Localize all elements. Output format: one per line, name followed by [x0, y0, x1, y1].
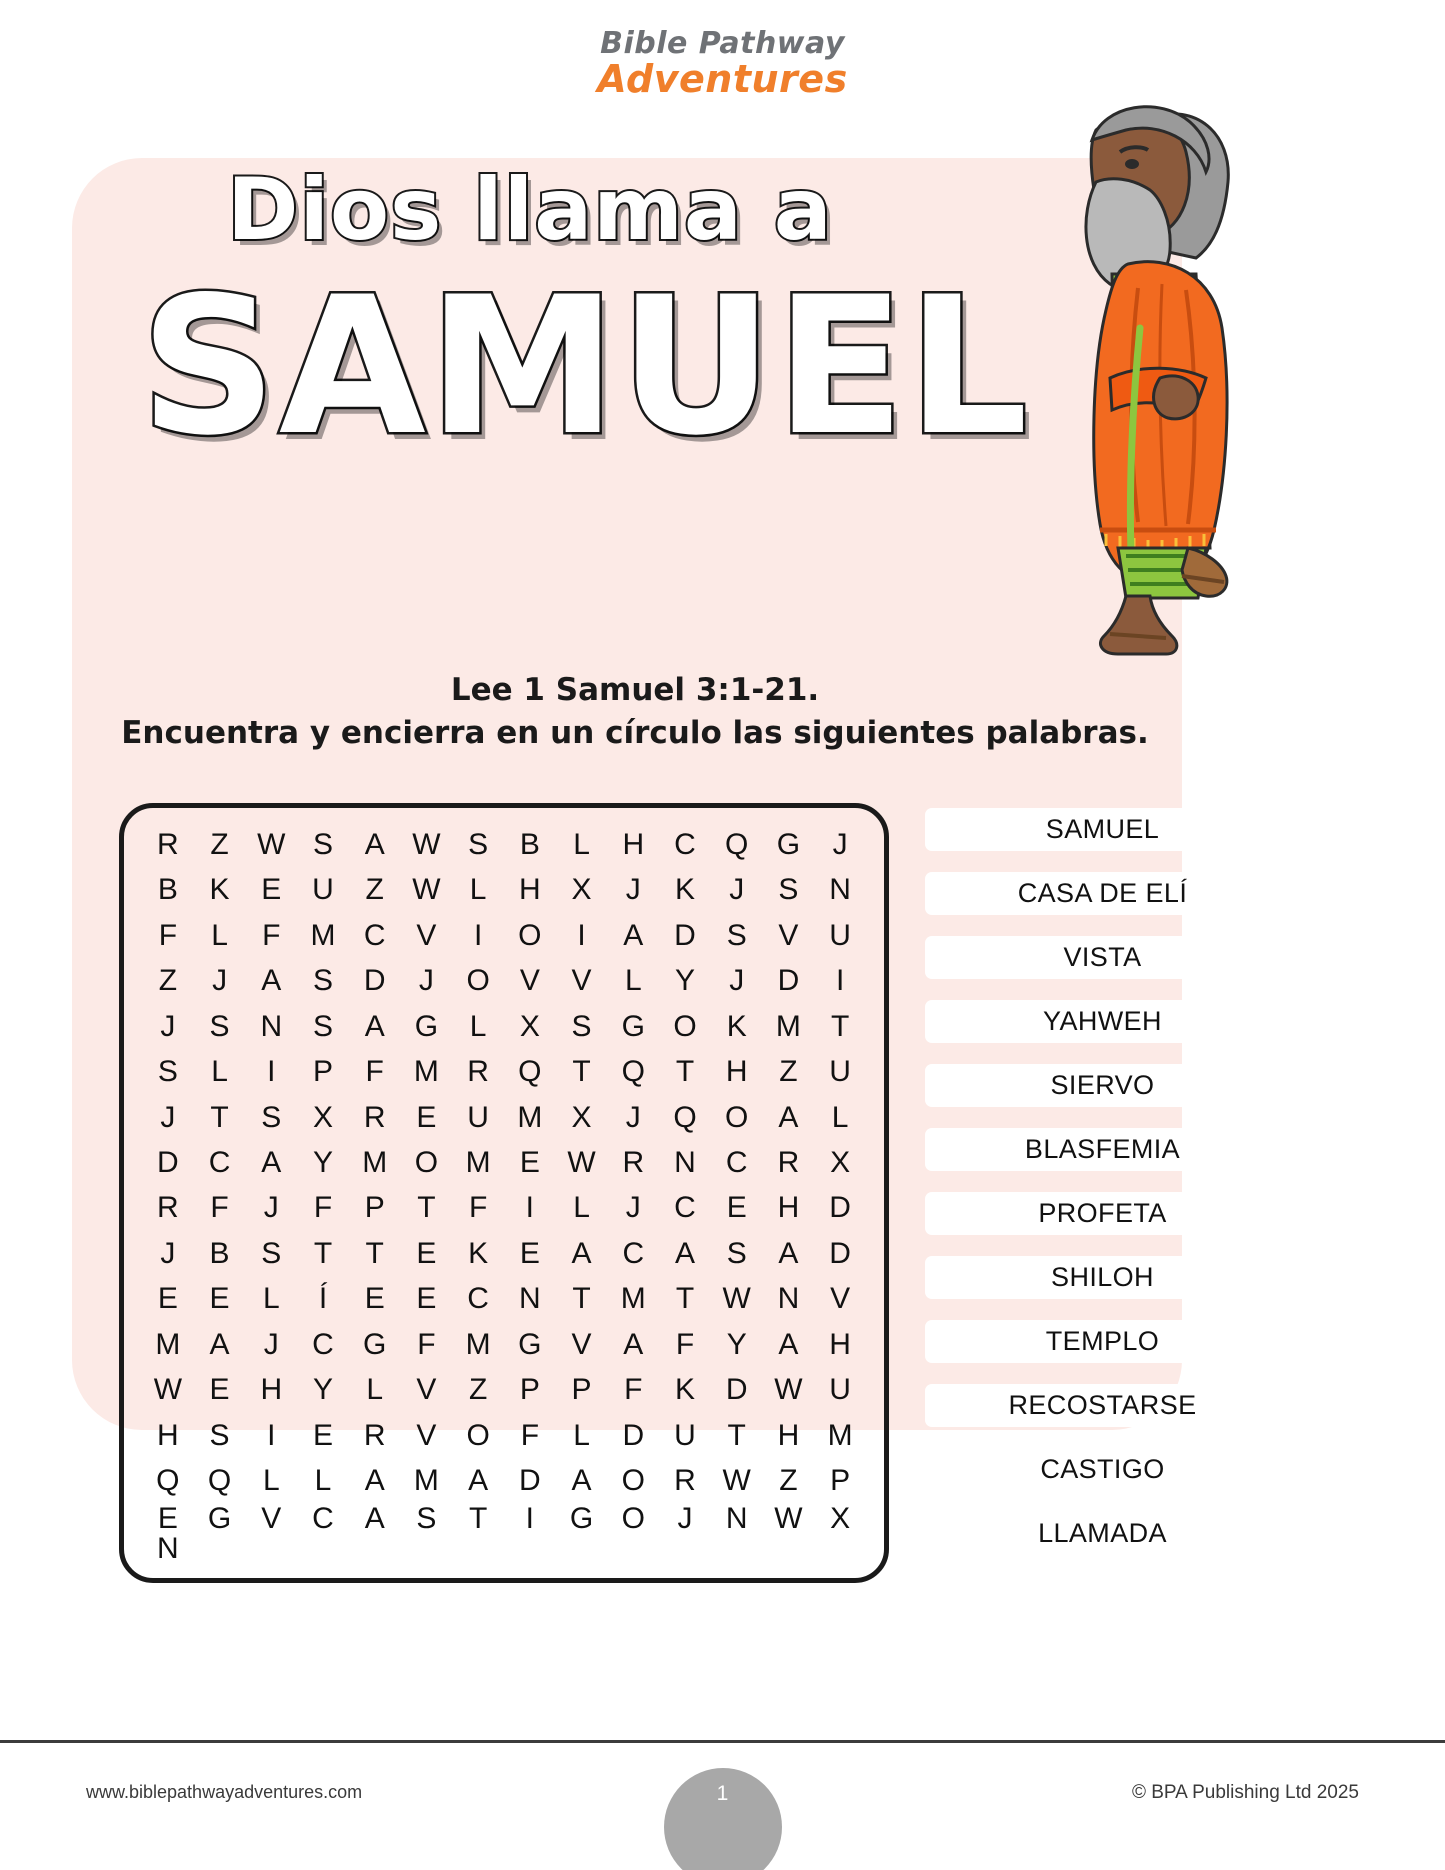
grid-cell[interactable]: M [413, 1055, 439, 1089]
grid-cell[interactable]: J [160, 1100, 176, 1134]
grid-cell[interactable]: A [468, 1464, 489, 1498]
grid-cell[interactable]: R [467, 1055, 489, 1089]
grid-cell[interactable]: K [674, 873, 695, 907]
grid-cell[interactable]: A [571, 1464, 592, 1498]
grid-cell[interactable]: N [519, 1282, 541, 1316]
grid-cell[interactable]: B [157, 873, 178, 907]
grid-cell[interactable]: N [260, 1009, 283, 1043]
grid-cell[interactable]: Z [468, 1373, 488, 1407]
grid-cell[interactable]: L [211, 1055, 228, 1089]
grid-cell[interactable]: X [830, 1502, 851, 1535]
grid-cell[interactable]: R [363, 1100, 386, 1134]
grid-cell[interactable]: Y [674, 964, 695, 998]
grid-cell[interactable]: S [209, 1418, 230, 1452]
grid-cell[interactable]: L [573, 1418, 590, 1452]
grid-cell[interactable]: Q [156, 1464, 180, 1498]
brand-logo-line2: Adventures [597, 57, 848, 101]
grid-cell[interactable]: V [416, 1418, 437, 1452]
grid-cell[interactable]: D [829, 1191, 851, 1225]
grid-cell[interactable]: D [777, 964, 800, 998]
page-number: 1 [664, 1768, 782, 1870]
grid-cell[interactable]: E [519, 1236, 540, 1270]
grid-cell[interactable]: A [261, 1145, 282, 1179]
grid-cell[interactable]: A [623, 918, 644, 952]
grid-cell[interactable]: N [777, 1282, 800, 1316]
grid-cell[interactable]: A [261, 964, 282, 998]
grid-cell[interactable]: A [364, 1502, 385, 1535]
grid-cell[interactable]: C [725, 1145, 748, 1179]
grid-cell[interactable]: G [518, 1327, 542, 1361]
grid-cell[interactable]: Z [779, 1464, 798, 1498]
grid-cell[interactable]: N [725, 1502, 748, 1535]
grid-cell[interactable]: I [473, 918, 483, 952]
grid-cell[interactable]: F [210, 1191, 229, 1225]
grid-cell[interactable]: Q [725, 827, 749, 861]
grid-cell[interactable]: H [622, 827, 645, 861]
grid-cell[interactable]: B [519, 827, 540, 861]
grid-cell[interactable]: V [571, 964, 592, 998]
instructions-line2: Encuentra y encierra en un círculo las siguientes palabras. [121, 715, 1149, 751]
grid-cell[interactable]: E [209, 1282, 230, 1316]
grid-cell[interactable]: S [209, 1009, 230, 1043]
grid-cell[interactable]: I [267, 1418, 276, 1452]
grid-cell[interactable]: M [517, 1100, 543, 1134]
grid-cell[interactable]: F [313, 1191, 333, 1225]
grid-cell[interactable]: T [313, 1236, 333, 1270]
grid-cell[interactable]: D [157, 1145, 179, 1179]
grid-cell[interactable]: J [263, 1191, 279, 1225]
grid-cell[interactable]: V [830, 1282, 851, 1316]
grid-cell[interactable]: D [363, 964, 386, 998]
grid-cell[interactable]: L [262, 1282, 280, 1316]
grid-cell[interactable]: M [620, 1282, 646, 1316]
grid-cell[interactable]: T [365, 1236, 384, 1270]
grid-cell[interactable]: Y [726, 1327, 747, 1361]
grid-cell[interactable]: S [726, 918, 747, 952]
grid-cell[interactable]: J [263, 1327, 279, 1361]
grid-cell[interactable]: D [622, 1418, 645, 1452]
grid-cell[interactable]: X [571, 1100, 592, 1134]
grid-cell[interactable]: E [416, 1236, 437, 1270]
instructions-line1: Lee 1 Samuel 3:1-21. [450, 672, 820, 708]
grid-cell[interactable]: W [412, 827, 441, 861]
grid-cell[interactable]: Y [312, 1145, 333, 1179]
grid-cell[interactable]: A [778, 1327, 799, 1361]
grid-cell[interactable]: M [775, 1009, 801, 1043]
samuel-illustration [1000, 78, 1260, 678]
grid-cell[interactable]: S [157, 1055, 178, 1089]
grid-cell[interactable]: C [208, 1145, 231, 1179]
grid-cell[interactable]: W [153, 1373, 183, 1407]
grid-cell[interactable]: S [468, 827, 489, 861]
grid-cell[interactable]: H [777, 1418, 800, 1452]
grid-cell[interactable]: S [261, 1100, 282, 1134]
word-list-item[interactable]: BLASFEMIA [925, 1128, 1280, 1171]
grid-cell[interactable]: C [622, 1236, 645, 1270]
grid-cell[interactable]: D [725, 1373, 748, 1407]
grid-cell[interactable]: A [364, 1464, 385, 1498]
grid-cell[interactable]: V [778, 918, 799, 952]
grid-cell[interactable]: L [314, 1464, 332, 1498]
grid-cell[interactable]: T [572, 1282, 591, 1316]
grid-cell[interactable]: J [625, 873, 641, 907]
word-list-item[interactable]: TEMPLO [925, 1320, 1280, 1363]
grid-cell[interactable]: D [674, 918, 696, 952]
grid-cell[interactable]: F [675, 1327, 695, 1361]
grid-cell[interactable]: H [519, 873, 541, 907]
grid-cell[interactable]: U [674, 1418, 696, 1452]
grid-cell[interactable]: U [312, 873, 334, 907]
grid-cell[interactable]: Q [621, 1055, 645, 1089]
grid-cell[interactable]: I [577, 918, 586, 952]
grid-cell[interactable]: Y [312, 1373, 333, 1407]
grid-cell[interactable]: C [467, 1282, 489, 1316]
grid-cell[interactable]: W [257, 827, 286, 861]
grid-cell[interactable]: S [778, 873, 799, 907]
grid-cell[interactable]: E [416, 1100, 437, 1134]
grid-cell[interactable]: A [364, 827, 385, 861]
grid-cell[interactable]: J [677, 1502, 693, 1535]
grid-cell[interactable]: O [621, 1464, 645, 1498]
grid-cell[interactable]: M [827, 1418, 853, 1452]
grid-cell[interactable]: K [209, 873, 230, 907]
instructions [120, 672, 1150, 751]
grid-cell[interactable]: G [414, 1009, 439, 1043]
grid-cell[interactable]: I [525, 1502, 535, 1535]
grid-cell[interactable]: Q [673, 1100, 697, 1134]
grid-cell[interactable]: U [829, 1055, 851, 1089]
grid-cell[interactable]: K [468, 1236, 489, 1270]
grid-cell[interactable]: J [832, 827, 848, 861]
grid-cell[interactable]: V [416, 1373, 437, 1407]
grid-cell[interactable]: Q [207, 1464, 232, 1498]
grid-cell[interactable]: Z [158, 964, 178, 998]
grid-cell[interactable]: S [312, 1009, 333, 1043]
grid-cell[interactable]: T [727, 1418, 746, 1452]
grid-cell[interactable]: J [625, 1100, 641, 1134]
grid-cell[interactable]: Z [365, 873, 384, 907]
grid-cell[interactable]: X [571, 873, 592, 907]
grid-cell[interactable]: F [624, 1373, 643, 1407]
grid-cell[interactable]: E [157, 1282, 178, 1316]
grid-cell[interactable]: H [829, 1327, 851, 1361]
grid-cell[interactable]: R [622, 1145, 645, 1179]
grid-cell[interactable]: S [416, 1502, 437, 1535]
grid-cell[interactable]: F [365, 1055, 384, 1089]
grid-cell[interactable]: D [829, 1236, 851, 1270]
grid-cell[interactable]: V [519, 964, 540, 998]
grid-cell[interactable]: E [416, 1282, 437, 1316]
grid-cell[interactable]: P [519, 1373, 540, 1407]
grid-cell[interactable]: O [673, 1009, 697, 1043]
grid-cell[interactable]: I [835, 964, 845, 998]
grid-cell[interactable]: E [364, 1282, 385, 1316]
grid-cell[interactable]: L [624, 964, 642, 998]
grid-cell[interactable]: G [207, 1502, 232, 1535]
grid-cell[interactable]: G [363, 1327, 387, 1361]
grid-cell[interactable]: V [261, 1502, 282, 1535]
grid-cell[interactable]: M [465, 1145, 491, 1179]
grid-cell[interactable]: O [466, 1418, 490, 1452]
grid-cell[interactable]: L [831, 1100, 849, 1134]
grid-cell[interactable]: O [518, 918, 542, 952]
brand-logo-line1: Bible Pathway [600, 26, 845, 61]
grid-cell[interactable]: C [674, 827, 696, 861]
grid-cell[interactable]: H [725, 1055, 748, 1089]
word-search-grid[interactable] [119, 803, 889, 1583]
grid-cell[interactable]: L [262, 1464, 280, 1498]
grid-cell[interactable]: D [519, 1464, 541, 1498]
grid-cell[interactable]: E [157, 1502, 178, 1535]
grid-cell[interactable]: S [312, 827, 333, 861]
grid-cell[interactable]: W [722, 1282, 751, 1316]
grid-cell[interactable]: J [729, 873, 745, 907]
grid-cell[interactable]: R [363, 1418, 386, 1452]
grid-cell[interactable]: R [674, 1464, 696, 1498]
grid-cell[interactable]: G [776, 827, 801, 861]
grid-cell[interactable]: L [211, 918, 228, 952]
grid-cell[interactable]: C [312, 1502, 334, 1535]
word-list-item[interactable]: SIERVO [925, 1064, 1280, 1107]
grid-cell[interactable]: W [567, 1145, 596, 1179]
grid-cell[interactable]: O [621, 1502, 645, 1535]
grid-cell[interactable]: L [573, 1191, 590, 1225]
grid-cell[interactable]: F [468, 1191, 488, 1225]
grid-cell[interactable]: J [625, 1191, 641, 1225]
grid-cell[interactable]: T [830, 1009, 850, 1043]
grid-cell[interactable]: C [312, 1327, 334, 1361]
word-list-item[interactable]: RECOSTARSE [925, 1384, 1280, 1427]
grid-cell[interactable]: L [469, 873, 487, 907]
word-list-item[interactable]: CASA DE ELÍ [925, 872, 1280, 915]
grid-cell[interactable]: E [209, 1373, 230, 1407]
grid-cell[interactable]: H [260, 1373, 283, 1407]
grid-cell[interactable]: I [267, 1055, 276, 1089]
grid-cell[interactable]: N [674, 1145, 696, 1179]
grid-cell[interactable]: P [571, 1373, 592, 1407]
grid-cell[interactable]: L [469, 1009, 487, 1043]
grid-letters [124, 808, 884, 1578]
grid-cell[interactable]: C [363, 918, 386, 952]
grid-cell[interactable]: Z [210, 827, 229, 861]
grid-cell[interactable]: G [569, 1502, 594, 1535]
grid-cell[interactable]: C [674, 1191, 696, 1225]
grid-cell[interactable]: P [364, 1191, 385, 1225]
grid-cell[interactable]: O [466, 964, 490, 998]
grid-cell[interactable]: F [158, 918, 178, 952]
grid-cell[interactable]: N [157, 1532, 179, 1565]
grid-cell[interactable]: R [777, 1145, 800, 1179]
grid-cell[interactable]: W [722, 1464, 751, 1498]
grid-cell[interactable]: L [366, 1373, 384, 1407]
grid-cell[interactable]: M [362, 1145, 388, 1179]
word-list-item[interactable]: SAMUEL [925, 808, 1280, 851]
grid-cell[interactable]: O [414, 1145, 439, 1179]
grid-cell[interactable]: V [571, 1327, 592, 1361]
word-list-item[interactable]: PROFETA [925, 1192, 1280, 1235]
grid-cell[interactable]: A [571, 1236, 592, 1270]
grid-cell[interactable]: R [157, 827, 179, 861]
grid-cell[interactable]: W [774, 1502, 803, 1535]
grid-cell[interactable]: Z [779, 1055, 798, 1089]
grid-cell[interactable]: M [310, 918, 336, 952]
grid-cell[interactable]: A [778, 1100, 799, 1134]
grid-cell[interactable]: U [829, 1373, 851, 1407]
grid-cell[interactable]: T [468, 1502, 488, 1535]
word-list-item[interactable]: LLAMADA [925, 1512, 1280, 1555]
footer-copyright: © BPA Publishing Ltd 2025 [1131, 1782, 1359, 1803]
grid-cell[interactable]: F [262, 918, 281, 952]
grid-cell[interactable]: H [777, 1191, 800, 1225]
grid-cell[interactable]: U [467, 1100, 489, 1134]
grid-cell[interactable]: A [364, 1009, 385, 1043]
grid-cell[interactable]: A [778, 1236, 799, 1270]
grid-cell[interactable]: S [312, 964, 333, 998]
grid-cell[interactable]: E [312, 1418, 333, 1452]
grid-cell[interactable]: A [209, 1327, 230, 1361]
footer-website[interactable]: www.biblepathwayadventures.com [86, 1782, 363, 1802]
grid-cell[interactable]: S [261, 1236, 282, 1270]
grid-cell[interactable]: T [417, 1191, 436, 1225]
grid-cell[interactable]: J [418, 964, 434, 998]
grid-cell[interactable]: U [829, 918, 851, 952]
grid-cell[interactable]: X [830, 1145, 851, 1179]
grid-cell[interactable]: K [726, 1009, 747, 1043]
grid-cell[interactable]: N [829, 873, 851, 907]
footer-divider [0, 1740, 1445, 1743]
grid-cell[interactable]: W [774, 1373, 803, 1407]
grid-cell[interactable]: O [725, 1100, 749, 1134]
grid-cell[interactable]: W [412, 873, 441, 907]
grid-cell[interactable]: F [417, 1327, 436, 1361]
grid-cell[interactable]: F [520, 1418, 540, 1452]
word-list-item[interactable]: SHILOH [925, 1256, 1280, 1299]
page-subtitle: Dios llama a [227, 160, 833, 260]
grid-cell[interactable]: A [674, 1236, 695, 1270]
grid-cell[interactable]: T [210, 1100, 229, 1134]
grid-cell[interactable]: M [465, 1327, 491, 1361]
grid-cell[interactable]: M [155, 1327, 181, 1361]
grid-cell[interactable]: T [572, 1055, 591, 1089]
grid-cell[interactable]: P [830, 1464, 851, 1498]
grid-cell[interactable]: H [157, 1418, 179, 1452]
grid-cell[interactable]: J [729, 964, 745, 998]
grid-cell[interactable]: Í [318, 1282, 328, 1316]
page-title: SAMUEL [140, 256, 1031, 477]
grid-cell[interactable]: J [160, 1236, 176, 1270]
grid-cell[interactable]: S [726, 1236, 747, 1270]
grid-cell[interactable]: M [413, 1464, 439, 1498]
grid-cell[interactable]: L [573, 827, 590, 861]
word-list [925, 808, 1280, 1576]
word-list-item[interactable]: CASTIGO [925, 1448, 1280, 1491]
grid-cell[interactable]: E [726, 1191, 747, 1225]
grid-cell[interactable]: E [519, 1145, 540, 1179]
grid-cell[interactable]: K [674, 1373, 695, 1407]
grid-cell[interactable]: V [416, 918, 437, 952]
grid-cell[interactable]: J [212, 964, 228, 998]
grid-cell[interactable]: T [675, 1282, 695, 1316]
grid-cell[interactable]: T [675, 1055, 695, 1089]
grid-cell[interactable]: X [312, 1100, 333, 1134]
grid-cell[interactable]: S [571, 1009, 592, 1043]
grid-cell[interactable]: B [209, 1236, 230, 1270]
word-list-item[interactable]: YAHWEH [925, 1000, 1280, 1043]
grid-cell[interactable]: E [261, 873, 282, 907]
grid-cell[interactable]: G [621, 1009, 645, 1043]
grid-cell[interactable]: A [623, 1327, 644, 1361]
grid-cell[interactable]: J [160, 1009, 176, 1043]
grid-cell[interactable]: Q [518, 1055, 542, 1089]
grid-cell[interactable]: P [312, 1055, 333, 1089]
word-list-item[interactable]: VISTA [925, 936, 1280, 979]
grid-cell[interactable]: X [519, 1009, 540, 1043]
grid-cell[interactable]: R [157, 1191, 179, 1225]
grid-cell[interactable]: I [525, 1191, 535, 1225]
